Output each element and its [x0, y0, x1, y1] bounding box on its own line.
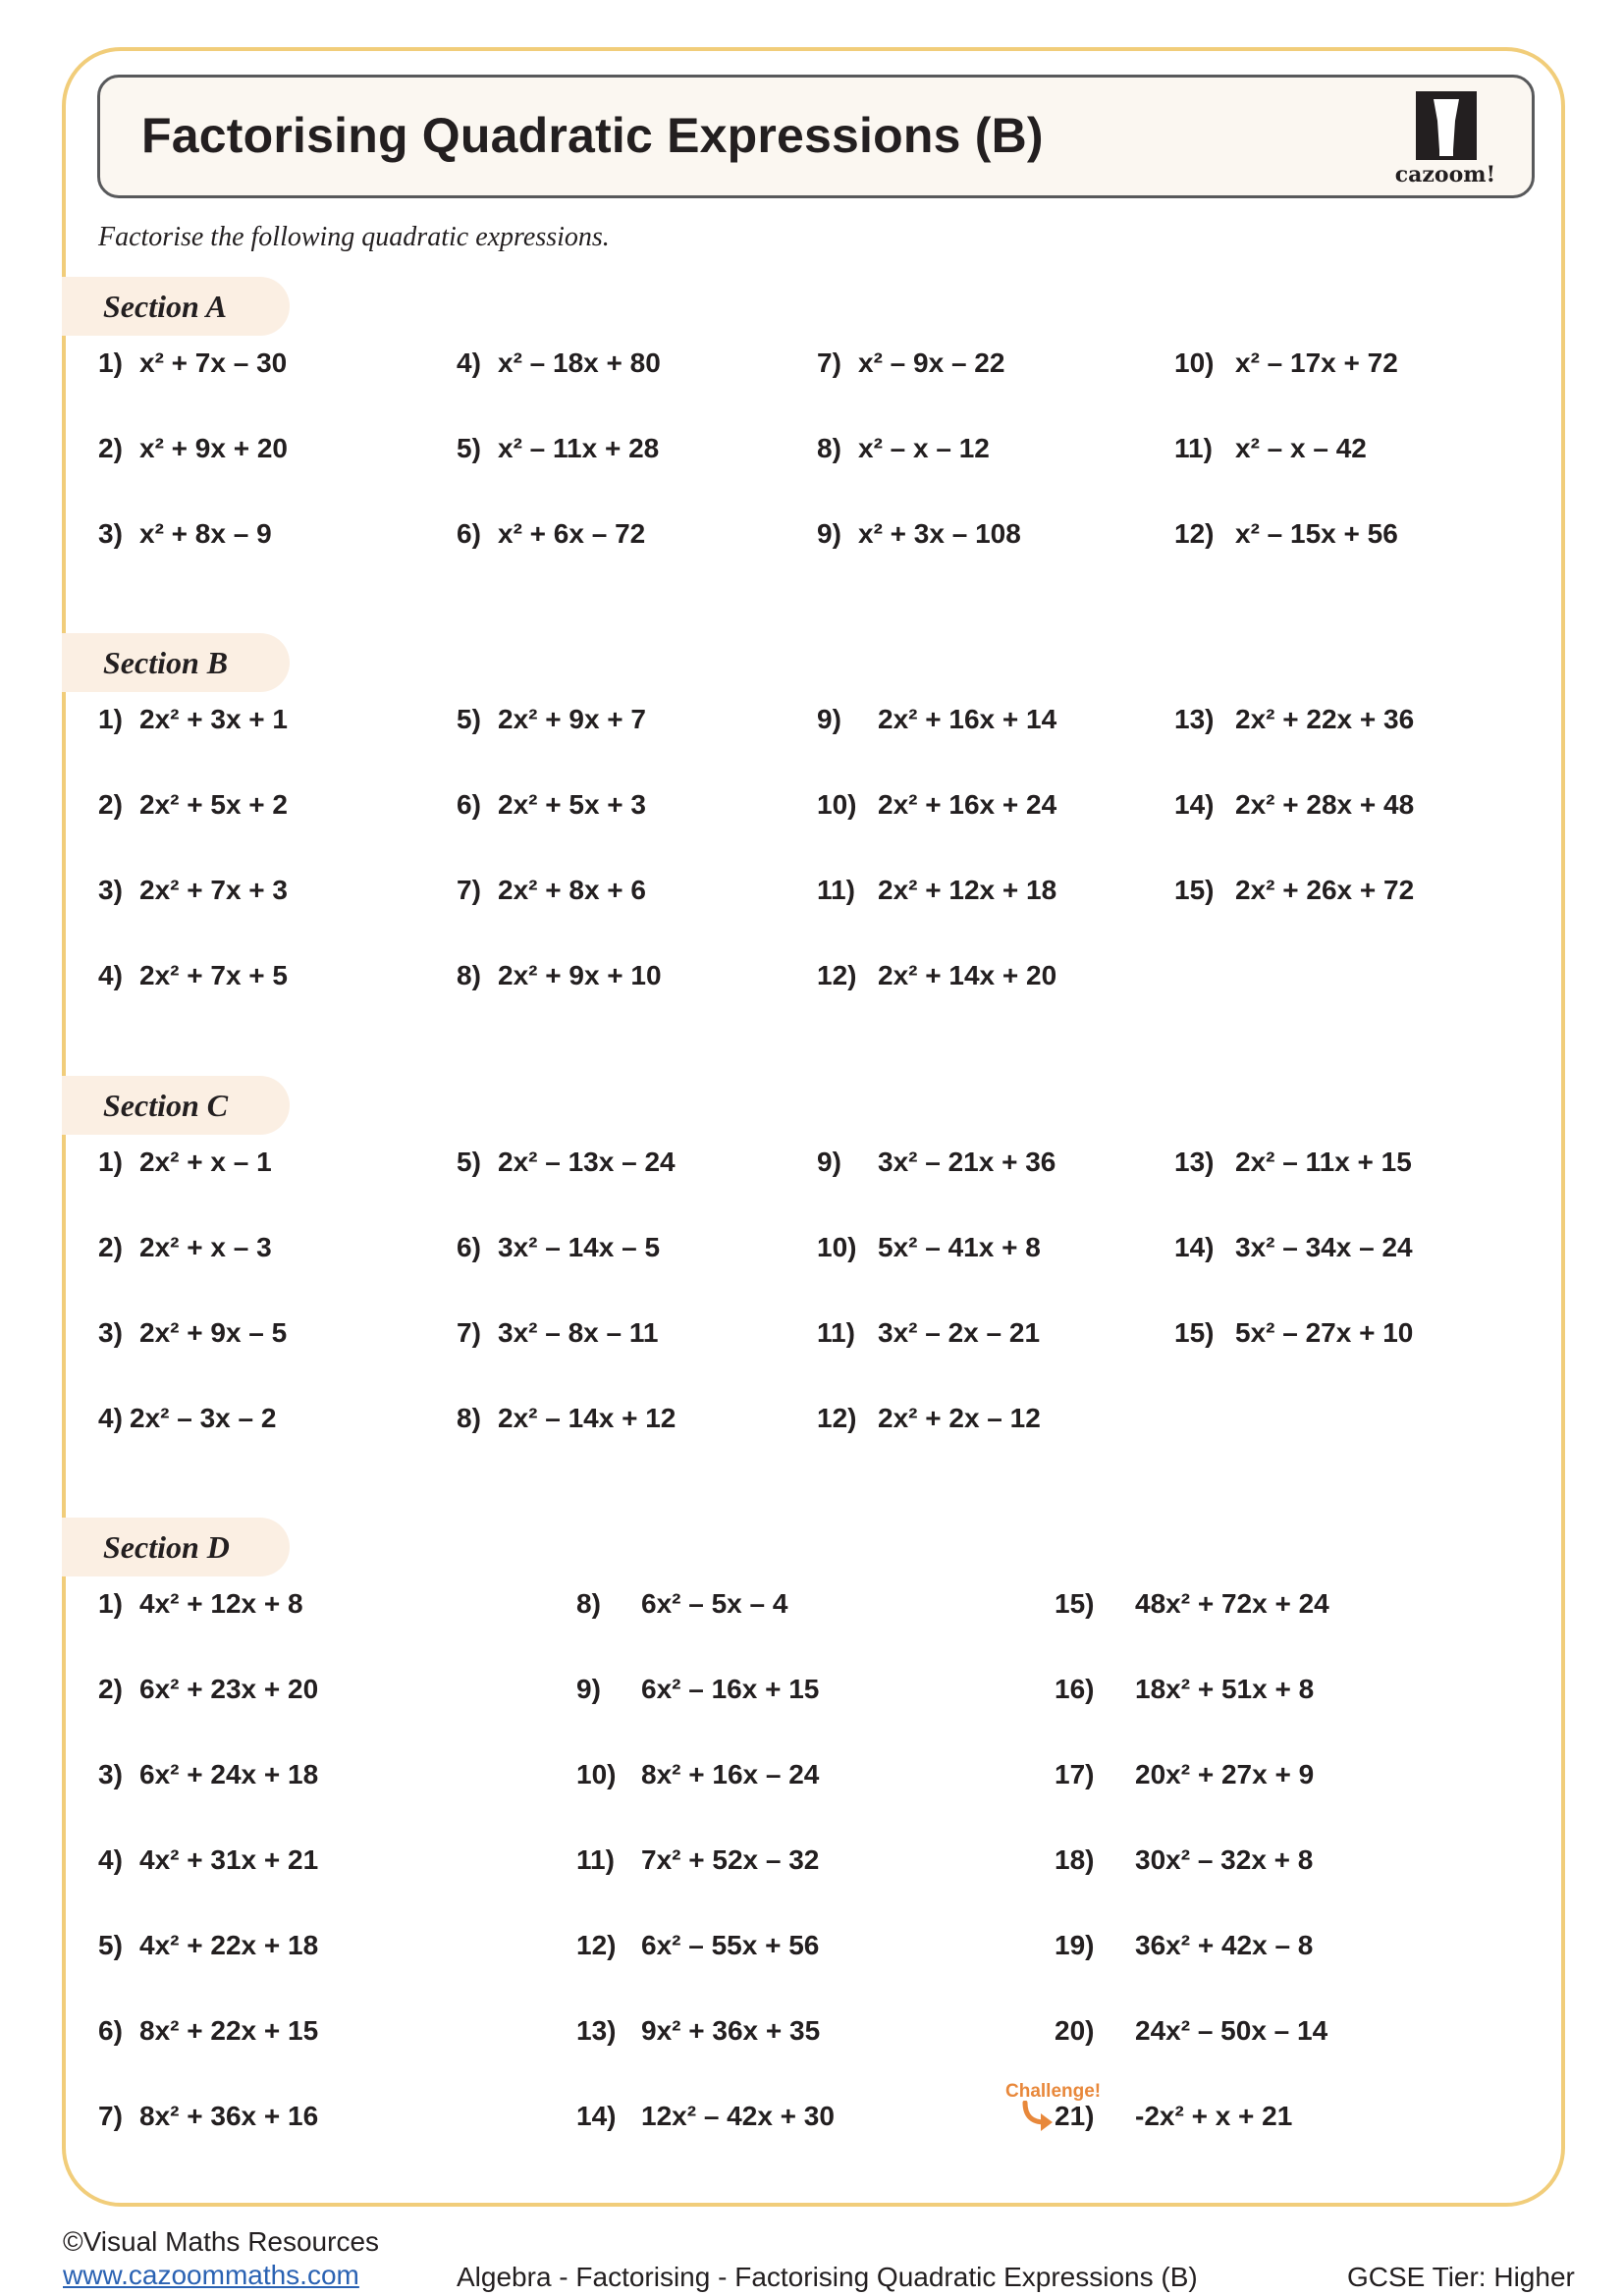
question-number: 11) [1174, 433, 1213, 463]
challenge-label: Challenge! [1005, 2081, 1102, 2102]
question-expression: 8x² + 16x – 24 [641, 1759, 820, 1789]
question-number: 8) [457, 960, 481, 990]
question-expression: 2x² + 9x – 5 [139, 1317, 288, 1348]
question-number: 4) [457, 347, 481, 378]
question-expression: x² + 6x – 72 [498, 518, 646, 549]
question-number: 2) [98, 1232, 123, 1262]
question-number: 8) [457, 1403, 481, 1433]
footer-copyright: ©Visual Maths Resources [63, 2226, 380, 2257]
question-number: 5) [457, 433, 481, 463]
question-expression: 5x² – 27x + 10 [1235, 1317, 1414, 1348]
question-expression: 2x² + 5x + 2 [139, 789, 289, 820]
question-number: 8) [576, 1588, 601, 1619]
question-number: 16) [1055, 1674, 1095, 1704]
question-number: 13) [1174, 704, 1215, 734]
question-number: 14) [1174, 1232, 1215, 1262]
question-number: 6) [457, 518, 481, 549]
challenge-marker [1005, 2081, 1113, 2140]
question-expression: 2x² + 12x + 18 [878, 875, 1057, 905]
question-number: 4) [98, 1403, 123, 1433]
question-number: 15) [1055, 1588, 1095, 1619]
drum-icon [1416, 91, 1477, 160]
question-number: 11) [817, 1317, 855, 1348]
question-expression: 2x² + x – 3 [139, 1232, 272, 1262]
question-expression: 2x² + 2x – 12 [878, 1403, 1041, 1433]
question-number: 13) [576, 2015, 617, 2046]
section-d-heading: Section D [62, 1518, 290, 1576]
question-number: 15) [1174, 1317, 1215, 1348]
question-number: 12) [576, 1930, 617, 1960]
question-number: 4) [98, 1844, 123, 1875]
question-number: 12) [817, 960, 857, 990]
question-expression: x² + 9x + 20 [139, 433, 289, 463]
question-expression: 3x² – 34x – 24 [1235, 1232, 1413, 1262]
question-number: 7) [457, 1317, 481, 1348]
question-expression: x² – x – 42 [1235, 433, 1367, 463]
question-expression: 2x² + 28x + 48 [1235, 789, 1415, 820]
question-expression: x² – 17x + 72 [1235, 347, 1398, 378]
question-expression: 18x² + 51x + 8 [1135, 1674, 1315, 1704]
question-expression: 2x² + 22x + 36 [1235, 704, 1415, 734]
question-expression: 2x² + 16x + 14 [878, 704, 1057, 734]
instructions: Factorise the following quadratic expressions. [98, 222, 610, 252]
question-expression: 2x² – 14x + 12 [498, 1403, 677, 1433]
question-expression: x² – 18x + 80 [498, 347, 661, 378]
question-number: 2) [98, 1674, 123, 1704]
cazoom-logo [1386, 91, 1504, 186]
question-number: 2) [98, 789, 123, 820]
question-expression: x² – 11x + 28 [498, 433, 660, 463]
question-expression: 2x² + 8x + 6 [498, 875, 647, 905]
question-number: 3) [98, 1759, 123, 1789]
question-expression: x² + 7x – 30 [139, 347, 288, 378]
footer-topic: Algebra - Factorising - Factorising Quadratic Expressions (B) [457, 2262, 1198, 2292]
question-expression: 2x² – 11x + 15 [1235, 1147, 1412, 1177]
question-number: 3) [98, 1317, 123, 1348]
question-number: 18) [1055, 1844, 1095, 1875]
question-number: 1) [98, 1147, 123, 1177]
question-number: 13) [1174, 1147, 1215, 1177]
question-expression: 4x² + 22x + 18 [139, 1930, 319, 1960]
question-expression: 2x² – 13x – 24 [498, 1147, 676, 1177]
question-number: 1) [98, 1588, 123, 1619]
question-number: 7) [817, 347, 841, 378]
question-number: 14) [1174, 789, 1215, 820]
question-expression: x² – x – 12 [858, 433, 990, 463]
question-expression: 2x² + 14x + 20 [878, 960, 1057, 990]
curved-arrow-icon [1019, 2101, 1058, 2136]
question-number: 19) [1055, 1930, 1095, 1960]
section-c-heading: Section C [62, 1076, 290, 1135]
question-number: 15) [1174, 875, 1215, 905]
title-box [97, 75, 1535, 198]
question-number: 12) [1174, 518, 1215, 549]
question-expression: x² – 15x + 56 [1235, 518, 1398, 549]
question-expression: 6x² – 55x + 56 [641, 1930, 820, 1960]
question-expression: 2x² + 7x + 5 [139, 960, 289, 990]
question-expression: 6x² + 23x + 20 [139, 1674, 319, 1704]
question-number: 4) [98, 960, 123, 990]
logo-text: cazoom! [1394, 162, 1496, 187]
question-number: 7) [457, 875, 481, 905]
question-number: 9) [576, 1674, 601, 1704]
question-number: 5) [98, 1930, 123, 1960]
question-expression: 3x² – 2x – 21 [878, 1317, 1041, 1348]
question-expression: 2x² + x – 1 [139, 1147, 272, 1177]
question-number: 1) [98, 347, 123, 378]
question-number: 5) [457, 704, 481, 734]
question-number: 6) [457, 789, 481, 820]
question-expression: x² – 9x – 22 [858, 347, 1005, 378]
question-number: 11) [817, 875, 855, 905]
question-expression: 30x² – 32x + 8 [1135, 1844, 1314, 1875]
question-number: 7) [98, 2101, 123, 2131]
question-expression: 7x² + 52x – 32 [641, 1844, 820, 1875]
question-expression: 2x² – 3x – 2 [130, 1403, 277, 1433]
question-number: 10) [817, 1232, 857, 1262]
question-expression: x² + 3x – 108 [858, 518, 1021, 549]
question-expression: x² + 8x – 9 [139, 518, 272, 549]
question-expression: -2x² + x + 21 [1135, 2101, 1293, 2131]
question-number: 3) [98, 875, 123, 905]
footer-website-link[interactable]: www.cazoommaths.com [63, 2260, 359, 2290]
question-number: 21) [1055, 2101, 1095, 2131]
page-title: Factorising Quadratic Expressions (B) [141, 108, 1044, 163]
question-expression: 20x² + 27x + 9 [1135, 1759, 1315, 1789]
question-number: 5) [457, 1147, 481, 1177]
question-expression: 3x² – 21x + 36 [878, 1147, 1056, 1177]
question-expression: 2x² + 7x + 3 [139, 875, 289, 905]
question-expression: 24x² – 50x – 14 [1135, 2015, 1328, 2046]
question-expression: 2x² + 16x + 24 [878, 789, 1057, 820]
question-expression: 48x² + 72x + 24 [1135, 1588, 1329, 1619]
question-number: 12) [817, 1403, 857, 1433]
question-expression: 3x² – 14x – 5 [498, 1232, 661, 1262]
question-expression: 2x² + 9x + 10 [498, 960, 662, 990]
footer-tier: GCSE Tier: Higher [1347, 2262, 1575, 2292]
question-expression: 12x² – 42x + 30 [641, 2101, 835, 2131]
question-expression: 36x² + 42x – 8 [1135, 1930, 1314, 1960]
question-number: 6) [98, 2015, 123, 2046]
question-number: 9) [817, 518, 841, 549]
section-a-heading: Section A [62, 277, 290, 336]
question-number: 10) [576, 1759, 617, 1789]
question-number: 9) [817, 1147, 841, 1177]
question-expression: 4x² + 31x + 21 [139, 1844, 319, 1875]
question-expression: 8x² + 22x + 15 [139, 2015, 319, 2046]
question-expression: 6x² + 24x + 18 [139, 1759, 319, 1789]
question-expression: 2x² + 3x + 1 [139, 704, 289, 734]
section-b-heading: Section B [62, 633, 290, 692]
question-expression: 2x² + 5x + 3 [498, 789, 647, 820]
question-expression: 4x² + 12x + 8 [139, 1588, 303, 1619]
question-expression: 3x² – 8x – 11 [498, 1317, 659, 1348]
question-number: 8) [817, 433, 841, 463]
question-expression: 2x² + 26x + 72 [1235, 875, 1415, 905]
question-expression: 6x² – 16x + 15 [641, 1674, 820, 1704]
question-expression: 5x² – 41x + 8 [878, 1232, 1041, 1262]
question-number: 6) [457, 1232, 481, 1262]
question-expression: 2x² + 9x + 7 [498, 704, 647, 734]
question-number: 10) [817, 789, 857, 820]
question-number: 10) [1174, 347, 1215, 378]
question-number: 14) [576, 2101, 617, 2131]
question-number: 3) [98, 518, 123, 549]
question-expression: 6x² – 5x – 4 [641, 1588, 788, 1619]
question-expression: 9x² + 36x + 35 [641, 2015, 821, 2046]
question-expression: 8x² + 36x + 16 [139, 2101, 319, 2131]
question-number: 9) [817, 704, 841, 734]
question-number: 20) [1055, 2015, 1095, 2046]
question-number: 17) [1055, 1759, 1095, 1789]
question-number: 11) [576, 1844, 615, 1875]
question-number: 1) [98, 704, 123, 734]
question-number: 2) [98, 433, 123, 463]
